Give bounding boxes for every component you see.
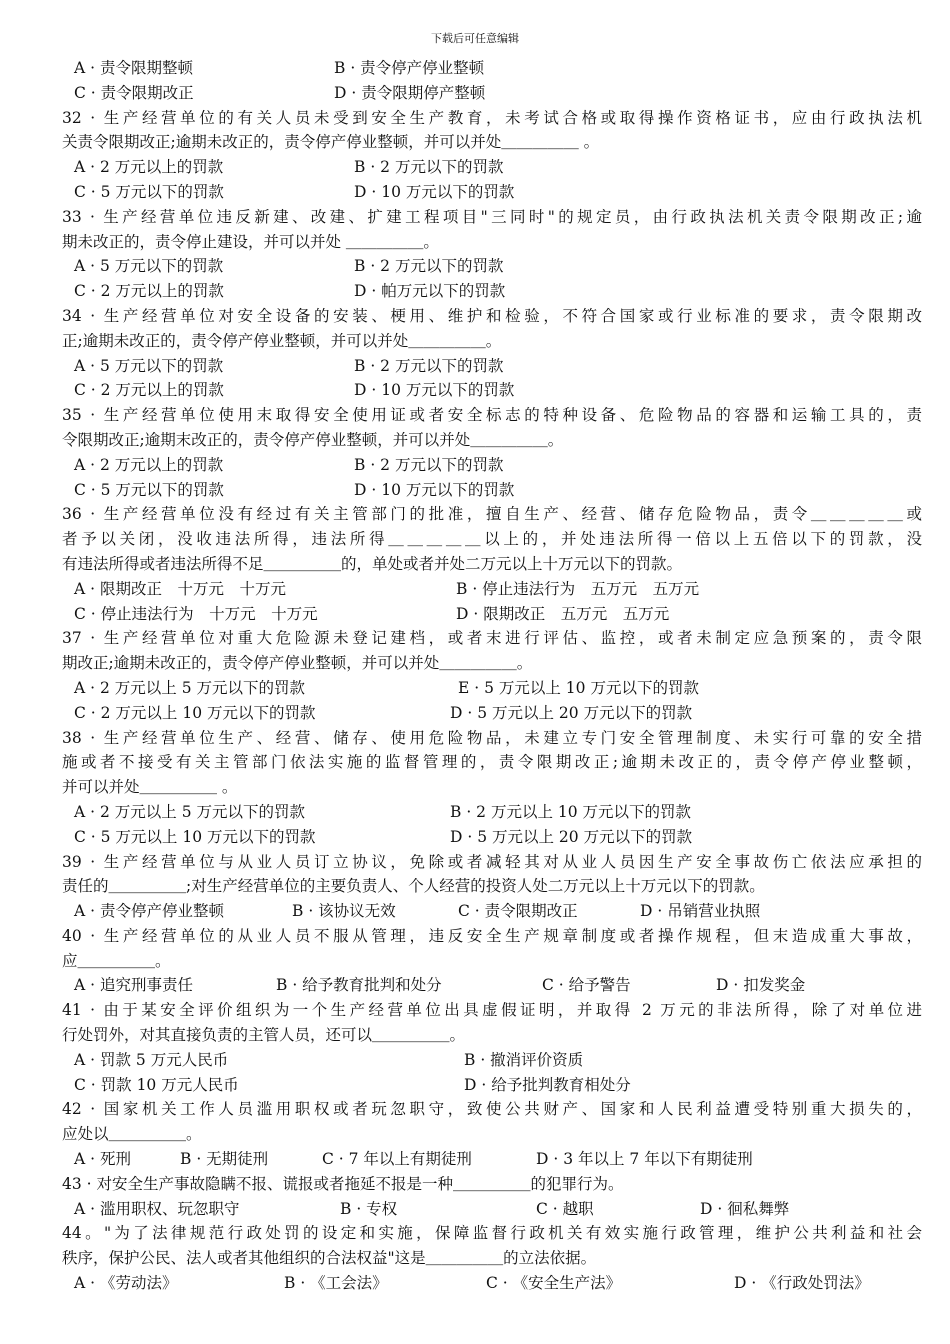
option-row xyxy=(62,701,922,726)
option-a: A · 5 万元以下的罚款 xyxy=(74,356,224,375)
option-b: B · 专权 xyxy=(340,1199,398,1218)
question-41-text: 41 · 由于某安全评价组织为一个生产经营单位出具虚假证明，并取得 2 万元的非法所得，除了对单位进 xyxy=(62,1001,922,1020)
option-c: C · 2 万元以上的罚款 xyxy=(74,381,224,400)
question-36-text: 者予以关闭，没收违法所得，违法所得＿＿＿＿＿以上的，并处违法所得一倍以上五倍以下的罚款，没 xyxy=(62,530,922,549)
option-row xyxy=(62,81,922,106)
option-b: B · 2 万元以上 10 万元以下的罚款 xyxy=(450,802,692,821)
question-37-text: 期改正;逾期未改正的，责令停产停业整顿，并可以并处＿＿＿＿＿。 xyxy=(62,654,533,673)
option-c: C · 责令限期改正 xyxy=(74,83,194,102)
option-a: A · 追究刑事责任 xyxy=(74,976,193,995)
question-40-text: 应＿＿＿＿＿。 xyxy=(62,951,171,970)
option-b: B · 责令停产停业整顿 xyxy=(334,59,485,77)
option-b: B · 给予教育批判和处分 xyxy=(276,976,442,995)
question-40-text: 40 · 生产经营单位的从业人员不服从管理，违反安全生产规章制度或者操作规程，但末造成重大事故， xyxy=(62,926,922,945)
question-38-text: 38 · 生产经营单位生产、经营、储存、使用危险物品，未建立专门安全管理制度、未实行可靠的安全措 xyxy=(62,728,922,747)
option-row xyxy=(62,478,922,503)
question-44-text: 秩序，保护公民、法人或者其他组织的合法权益"这是＿＿＿＿＿的立法依据。 xyxy=(62,1249,597,1268)
question-35-text: 35 · 生产经营单位使用末取得安全使用证或者安全标志的特种设备、危险物品的容器和运输工具的，责 xyxy=(62,406,922,425)
option-b: B · 停止违法行为 五万元 五万元 xyxy=(456,579,700,598)
question-34-text: 正;逾期未改正的，责令停产停业整顿，并可以并处＿＿＿＿＿。 xyxy=(62,331,502,350)
option-c: C · 7 年以上有期徒刑 xyxy=(322,1150,472,1169)
option-a: A · 死刑 xyxy=(74,1150,131,1169)
option-a: A · 2 万元以上的罚款 xyxy=(74,455,224,474)
option-b: E · 5 万元以上 10 万元以下的罚款 xyxy=(458,678,699,697)
question-32-text: 32 · 生产经营单位的有关人员未受到安全生产教育，未考试合格或取得操作资格证书，应由行政执法机 xyxy=(62,108,922,127)
option-d: D · 10 万元以下的罚款 xyxy=(354,480,515,499)
option-a: A · 《劳动法》 xyxy=(74,1274,178,1293)
option-row xyxy=(62,1073,922,1098)
question-list xyxy=(62,56,922,1296)
option-row xyxy=(62,1197,922,1222)
question-42-text: 应处以＿＿＿＿＿。 xyxy=(62,1125,202,1144)
option-row xyxy=(62,676,922,701)
option-row xyxy=(62,577,922,602)
option-c: C · 越职 xyxy=(536,1199,594,1218)
option-c: C · 责令限期改正 xyxy=(458,902,578,921)
option-c: C · 2 万元以上 10 万元以下的罚款 xyxy=(74,703,316,722)
option-b: B · 2 万元以下的罚款 xyxy=(354,455,504,474)
option-d: D · 5 万元以上 20 万元以下的罚款 xyxy=(450,827,693,846)
option-a: A · 限期改正 十万元 十万元 xyxy=(74,579,286,598)
option-b: B · 2 万元以下的罚款 xyxy=(354,257,504,276)
option-row xyxy=(62,1048,922,1073)
question-34-text: 34 · 生产经营单位对安全设备的安装、梗用、维护和检验，不符合国家或行业标准的要求，责令限期改 xyxy=(62,306,922,325)
option-row xyxy=(62,155,922,180)
page-header: 下载后可任意编辑 xyxy=(431,32,519,45)
option-d: D · 5 万元以上 20 万元以下的罚款 xyxy=(450,703,693,722)
option-d: D · 扣发奖金 xyxy=(716,976,806,995)
option-c: C · 2 万元以上的罚款 xyxy=(74,282,224,301)
option-c: C · 罚款 10 万元人民币 xyxy=(74,1075,239,1094)
option-c: C · 给予警告 xyxy=(542,976,631,995)
option-a: A · 2 万元以上的罚款 xyxy=(74,158,224,177)
option-a: A · 5 万元以下的罚款 xyxy=(74,257,224,276)
option-b: B · 《工会法》 xyxy=(284,1274,388,1293)
option-d: D · 帕万元以下的罚款 xyxy=(354,282,506,301)
question-35-text: 令限期改正;逾期末改正的，责令停产停业整顿，并可以并处＿＿＿＿＿。 xyxy=(62,430,564,449)
option-c: C · 停止违法行为 十万元 十万元 xyxy=(74,604,318,623)
question-36-text: 有违法所得或者违法所得不足＿＿＿＿＿的，单处或者并处二万元以上十万元以下的罚款。 xyxy=(62,554,683,573)
option-b: B · 2 万元以下的罚款 xyxy=(354,158,504,177)
option-c: C · 《安全生产法》 xyxy=(486,1274,622,1293)
option-a: A · 责令限期整顿 xyxy=(74,59,193,77)
option-row xyxy=(62,354,922,379)
question-32-text: 关责令限期改正;逾期未改正的，责令停产停业整顿，并可以并处＿＿＿＿＿ 。 xyxy=(62,133,600,152)
option-row xyxy=(62,378,922,403)
option-row xyxy=(62,279,922,304)
question-38-text: 施或者不接受有关主管部门依法实施的监督管理的，责令限期改正;逾期未改正的，责令停产停业整顿， xyxy=(62,753,922,772)
question-44-text: 44。"为了法律规范行政处罚的设定和实施，保障监督行政机关有效实施行政管理，维护公共利益和社会 xyxy=(62,1224,922,1243)
option-row xyxy=(62,602,922,627)
option-c: C · 5 万元以下的罚款 xyxy=(74,480,224,499)
option-row xyxy=(62,825,922,850)
option-c: C · 5 万元以下的罚款 xyxy=(74,182,224,201)
option-d: D · 责令限期停产整顿 xyxy=(334,83,486,102)
question-36-text: 36 · 生产经营单位没有经过有关主管部门的批准，擅自生产、经营、储存危险物品，责令＿＿＿＿＿或 xyxy=(62,505,922,524)
question-38-text: 并可以并处＿＿＿＿＿ 。 xyxy=(62,778,238,797)
question-39-text: 39 · 生产经营单位与从业人员订立协议，免除或者减轻其对从业人员因生产安全事故伤亡依法应承担的 xyxy=(62,852,922,871)
option-d: D · 《行政处罚法》 xyxy=(734,1274,870,1293)
option-row xyxy=(62,973,922,998)
option-d: D · 10 万元以下的罚款 xyxy=(354,381,515,400)
question-33-text: 期未改正的，责令停止建设，并可以并处 ＿＿＿＿＿。 xyxy=(62,232,439,251)
option-row xyxy=(62,1147,922,1172)
question-42-text: 42 · 国家机关工作人员滥用职权或者玩忽职守，致使公共财产、国家和人民利益遭受特别重大损失的， xyxy=(62,1100,922,1119)
question-33-text: 33 · 生产经营单位违反新建、改建、扩建工程项目"三同时"的规定员，由行政执法机关责令限期改正;逾 xyxy=(62,207,922,226)
question-41-text: 行处罚外，对其直接负责的主管人员，还可以＿＿＿＿＿。 xyxy=(62,1026,466,1045)
option-row xyxy=(62,453,922,478)
option-d: D · 10 万元以下的罚款 xyxy=(354,182,515,201)
option-d: D · 限期改正 五万元 五万元 xyxy=(456,604,670,623)
option-row xyxy=(62,56,922,81)
option-d: D · 给予批判教育相处分 xyxy=(464,1075,631,1094)
question-43-text: 43 · 对安全生产事故隐瞒不报、谎报或者拖延不报是一种＿＿＿＿＿的犯罪行为。 xyxy=(62,1174,624,1193)
question-37-text: 37 · 生产经营单位对重大危险源未登记建档，或者末进行评估、监控，或者未制定应急预案的，责令限 xyxy=(62,629,922,648)
option-a: A · 责令停产停业整顿 xyxy=(74,902,224,921)
option-row xyxy=(62,1271,922,1296)
option-a: A · 滥用职权、玩忽职守 xyxy=(74,1199,240,1218)
option-b: B · 该协议无效 xyxy=(292,902,396,921)
option-row xyxy=(62,899,922,924)
question-39-text: 责任的＿＿＿＿＿;对生产经营单位的主要负责人、个人经营的投资人处二万元以上十万元以下的罚款。 xyxy=(62,877,765,896)
option-d: D · 3 年以上 7 年以下有期徒刑 xyxy=(536,1150,753,1169)
option-a: A · 2 万元以上 5 万元以下的罚款 xyxy=(74,678,305,697)
option-b: B · 无期徒刑 xyxy=(180,1150,269,1169)
option-a: A · 2 万元以上 5 万元以下的罚款 xyxy=(74,802,305,821)
option-row xyxy=(62,800,922,825)
option-a: A · 罚款 5 万元人民币 xyxy=(74,1050,229,1069)
option-d: D · 徊私舞弊 xyxy=(700,1199,790,1218)
option-row xyxy=(62,180,922,205)
option-c: C · 5 万元以上 10 万元以下的罚款 xyxy=(74,827,316,846)
option-b: B · 2 万元以下的罚款 xyxy=(354,356,504,375)
option-d: D · 吊销营业执照 xyxy=(640,902,761,921)
option-row xyxy=(62,254,922,279)
option-b: B · 撤消评价资质 xyxy=(464,1050,584,1069)
